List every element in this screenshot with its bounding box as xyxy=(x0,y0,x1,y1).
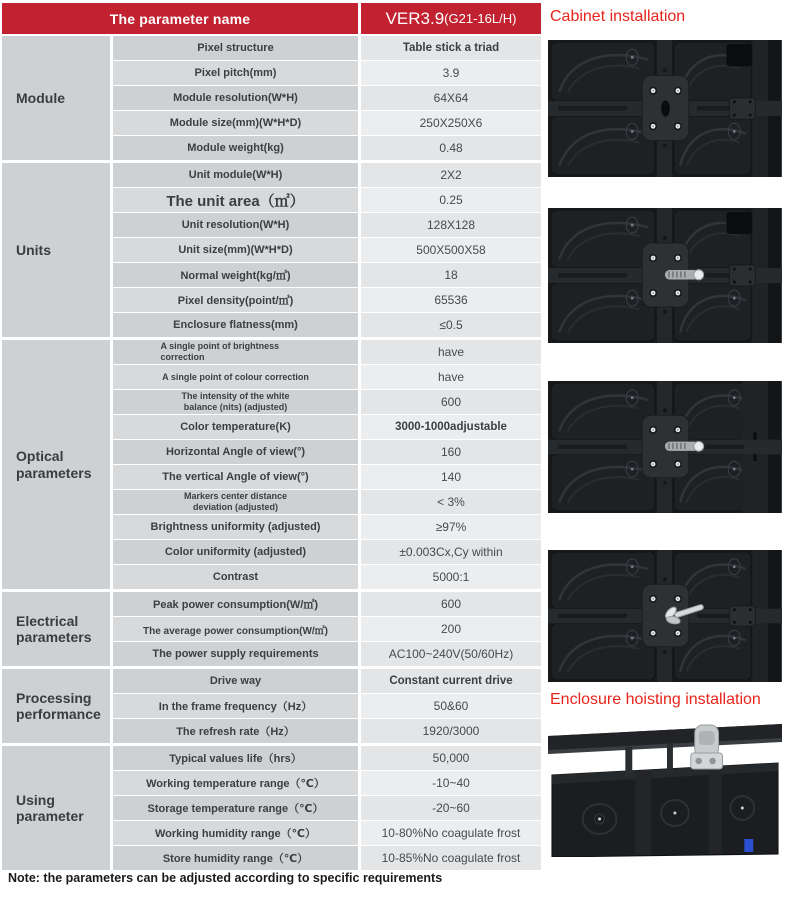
spec-value-cell: -20~60 xyxy=(361,796,541,820)
spec-label-cell xyxy=(113,490,358,514)
spec-label: The vertical Angle of view(°) xyxy=(162,471,309,483)
section-processing-performance xyxy=(2,669,541,743)
hoisting-photo xyxy=(548,723,782,857)
spec-label: Pixel structure xyxy=(197,42,274,54)
spec-value-cell: 600 xyxy=(361,390,541,414)
spec-label-cell xyxy=(113,719,358,743)
spec-row xyxy=(113,617,541,641)
spec-row xyxy=(113,340,541,364)
spec-row xyxy=(113,136,541,160)
section-electrical-parameters xyxy=(2,592,541,666)
cabinet-photo-4 xyxy=(548,550,782,682)
spec-value-cell: 140 xyxy=(361,465,541,489)
spec-label-cell xyxy=(113,465,358,489)
spec-label: Working humidity range（℃） xyxy=(154,828,316,840)
spec-row xyxy=(113,540,541,564)
spec-value-cell: 3.9 xyxy=(361,61,541,85)
spec-label: Unit size(mm)(W*H*D) xyxy=(178,244,293,256)
spec-label-cell xyxy=(113,771,358,795)
spec-label-cell xyxy=(113,288,358,312)
spec-label-cell xyxy=(113,796,358,820)
spec-label-cell xyxy=(113,846,358,870)
spec-label-cell xyxy=(113,821,358,845)
header-parameter-name: The parameter name xyxy=(2,3,358,34)
header-model xyxy=(361,3,541,34)
spec-row xyxy=(113,163,541,187)
spec-sections xyxy=(2,36,541,870)
spec-label: The intensity of the white balance (nits) (adjusted) xyxy=(181,391,290,412)
spec-value-cell: ≤0.5 xyxy=(361,313,541,337)
spec-value-cell: Table stick a triad xyxy=(361,36,541,60)
spec-row xyxy=(113,719,541,743)
spec-label: In the frame frequency（Hz） xyxy=(158,701,313,713)
spec-label: Enclosure flatness(mm) xyxy=(173,319,298,331)
spec-label-cell xyxy=(113,694,358,718)
section-rows xyxy=(113,669,541,743)
spec-value-cell: 200 xyxy=(361,617,541,641)
footnote: Note: the parameters can be adjusted according to specific requirements xyxy=(8,871,443,885)
spec-value-cell: 64X64 xyxy=(361,86,541,110)
table-header xyxy=(2,3,541,34)
spec-row xyxy=(113,61,541,85)
spec-value-cell: 600 xyxy=(361,592,541,616)
spec-label: Markers center distance deviation (adjusted) xyxy=(183,491,288,512)
spec-label-cell xyxy=(113,515,358,539)
hoisting-installation-title: Enclosure hoisting installation xyxy=(550,691,761,708)
spec-row xyxy=(113,796,541,820)
spec-row xyxy=(113,288,541,312)
spec-label-cell xyxy=(113,617,358,641)
spec-label: Unit module(W*H) xyxy=(188,169,283,181)
header-model-version: VER3.9 xyxy=(385,8,445,28)
spec-row xyxy=(113,694,541,718)
spec-row xyxy=(113,365,541,389)
spec-label: Color uniformity (adjusted) xyxy=(164,546,307,558)
spec-value-cell: 3000-1000adjustable xyxy=(361,415,541,439)
spec-label-cell xyxy=(113,61,358,85)
spec-value-cell: AC100~240V(50/60Hz) xyxy=(361,642,541,666)
spec-label: A single point of brightness correction xyxy=(160,341,280,362)
section-rows xyxy=(113,592,541,666)
spec-value-cell: 65536 xyxy=(361,288,541,312)
spec-value-cell: 10-85%No coagulate frost xyxy=(361,846,541,870)
spec-label-cell xyxy=(113,163,358,187)
cabinet-photo-2 xyxy=(548,208,782,343)
spec-label-cell xyxy=(113,36,358,60)
spec-table xyxy=(2,3,541,873)
spec-row xyxy=(113,213,541,237)
spec-label-cell xyxy=(113,313,358,337)
spec-value-cell: 0.25 xyxy=(361,188,541,212)
spec-value-cell: 160 xyxy=(361,440,541,464)
spec-row xyxy=(113,440,541,464)
section-units xyxy=(2,163,541,337)
spec-label: Storage temperature range（℃） xyxy=(147,803,324,815)
spec-row xyxy=(113,515,541,539)
spec-value-cell: 18 xyxy=(361,263,541,287)
spec-label-cell xyxy=(113,592,358,616)
spec-row xyxy=(113,846,541,870)
spec-label-cell xyxy=(113,642,358,666)
category-label: Processing performance xyxy=(2,669,110,743)
spec-row xyxy=(113,263,541,287)
spec-label-cell xyxy=(113,565,358,589)
spec-row xyxy=(113,465,541,489)
spec-value-cell: 50,000 xyxy=(361,746,541,770)
section-rows xyxy=(113,340,541,589)
spec-row xyxy=(113,592,541,616)
spec-row xyxy=(113,238,541,262)
spec-value-cell: have xyxy=(361,365,541,389)
spec-label-cell xyxy=(113,111,358,135)
spec-row xyxy=(113,490,541,514)
spec-label-cell xyxy=(113,540,358,564)
spec-value-cell: ≥97% xyxy=(361,515,541,539)
spec-label: Normal weight(kg/㎡) xyxy=(180,270,291,282)
spec-label-cell xyxy=(113,365,358,389)
spec-value-cell: 250X250X6 xyxy=(361,111,541,135)
spec-label: Brightness uniformity (adjusted) xyxy=(150,521,321,533)
spec-row xyxy=(113,111,541,135)
spec-row xyxy=(113,642,541,666)
spec-value-cell: have xyxy=(361,340,541,364)
cabinet-photo-1 xyxy=(548,40,782,177)
spec-label: The power supply requirements xyxy=(152,648,319,660)
category-label: Electrical parameters xyxy=(2,592,110,666)
section-module xyxy=(2,36,541,160)
spec-label-cell xyxy=(113,390,358,414)
spec-value-cell: 2X2 xyxy=(361,163,541,187)
spec-label: Pixel pitch(mm) xyxy=(194,67,277,79)
spec-label: The unit area（㎡） xyxy=(166,192,305,210)
spec-label-cell xyxy=(113,238,358,262)
spec-label-cell xyxy=(113,136,358,160)
spec-label: The average power consumption(W/㎡) xyxy=(142,625,329,637)
section-rows xyxy=(113,163,541,337)
spec-value-cell: 5000:1 xyxy=(361,565,541,589)
spec-row xyxy=(113,415,541,439)
spec-label: Module size(mm)(W*H*D) xyxy=(169,117,302,129)
spec-value-cell: Constant current drive xyxy=(361,669,541,693)
spec-row xyxy=(113,565,541,589)
spec-row xyxy=(113,86,541,110)
spec-label: A single point of colour correction xyxy=(162,371,309,382)
spec-label: Color temperature(K) xyxy=(180,421,291,433)
spec-value-cell: 50&60 xyxy=(361,694,541,718)
spec-label: Module weight(kg) xyxy=(187,142,284,154)
spec-label: Drive way xyxy=(209,675,262,687)
spec-row xyxy=(113,669,541,693)
header-model-suffix: (G21-16L/H) xyxy=(444,11,517,26)
spec-row xyxy=(113,771,541,795)
spec-row xyxy=(113,821,541,845)
spec-label-cell xyxy=(113,188,358,212)
spec-row xyxy=(113,746,541,770)
category-label: Using parameter xyxy=(2,746,110,870)
spec-label-cell xyxy=(113,340,358,364)
section-rows xyxy=(113,36,541,160)
cabinet-installation-title: Cabinet installation xyxy=(550,8,686,25)
spec-label: Horizontal Angle of view(°) xyxy=(165,446,306,458)
spec-label: Contrast xyxy=(212,571,259,583)
spec-value-cell: 500X500X58 xyxy=(361,238,541,262)
installation-panel xyxy=(548,0,782,898)
spec-row xyxy=(113,390,541,414)
spec-label: The refresh rate（Hz） xyxy=(176,726,295,738)
category-label: Units xyxy=(2,163,110,337)
spec-label: Module resolution(W*H) xyxy=(173,92,298,104)
spec-label-cell xyxy=(113,263,358,287)
spec-label-cell xyxy=(113,440,358,464)
spec-value-cell: 0.48 xyxy=(361,136,541,160)
spec-label-cell xyxy=(113,415,358,439)
section-optical-parameters xyxy=(2,340,541,589)
category-label: Module xyxy=(2,36,110,160)
spec-row xyxy=(113,36,541,60)
spec-label-cell xyxy=(113,213,358,237)
spec-value-cell: < 3% xyxy=(361,490,541,514)
spec-value-cell: 10-80%No coagulate frost xyxy=(361,821,541,845)
spec-row xyxy=(113,313,541,337)
spec-label-cell xyxy=(113,86,358,110)
spec-label: Typical values life（hrs） xyxy=(169,753,302,765)
category-label: Optical parameters xyxy=(2,340,110,589)
spec-row xyxy=(113,188,541,212)
spec-label: Peak power consumption(W/㎡) xyxy=(152,599,318,611)
spec-value-cell: 1920/3000 xyxy=(361,719,541,743)
spec-label: Unit resolution(W*H) xyxy=(181,219,290,231)
spec-label-cell xyxy=(113,669,358,693)
section-rows xyxy=(113,746,541,870)
cabinet-photo-3 xyxy=(548,381,782,513)
spec-value-cell: -10~40 xyxy=(361,771,541,795)
spec-label: Working temperature range（℃） xyxy=(146,778,325,790)
spec-label: Store humidity range（℃） xyxy=(162,853,309,865)
spec-label: Pixel density(point/㎡) xyxy=(177,295,294,307)
spec-value-cell: 128X128 xyxy=(361,213,541,237)
spec-label-cell xyxy=(113,746,358,770)
spec-value-cell: ±0.003Cx,Cy within xyxy=(361,540,541,564)
section-using-parameter xyxy=(2,746,541,870)
